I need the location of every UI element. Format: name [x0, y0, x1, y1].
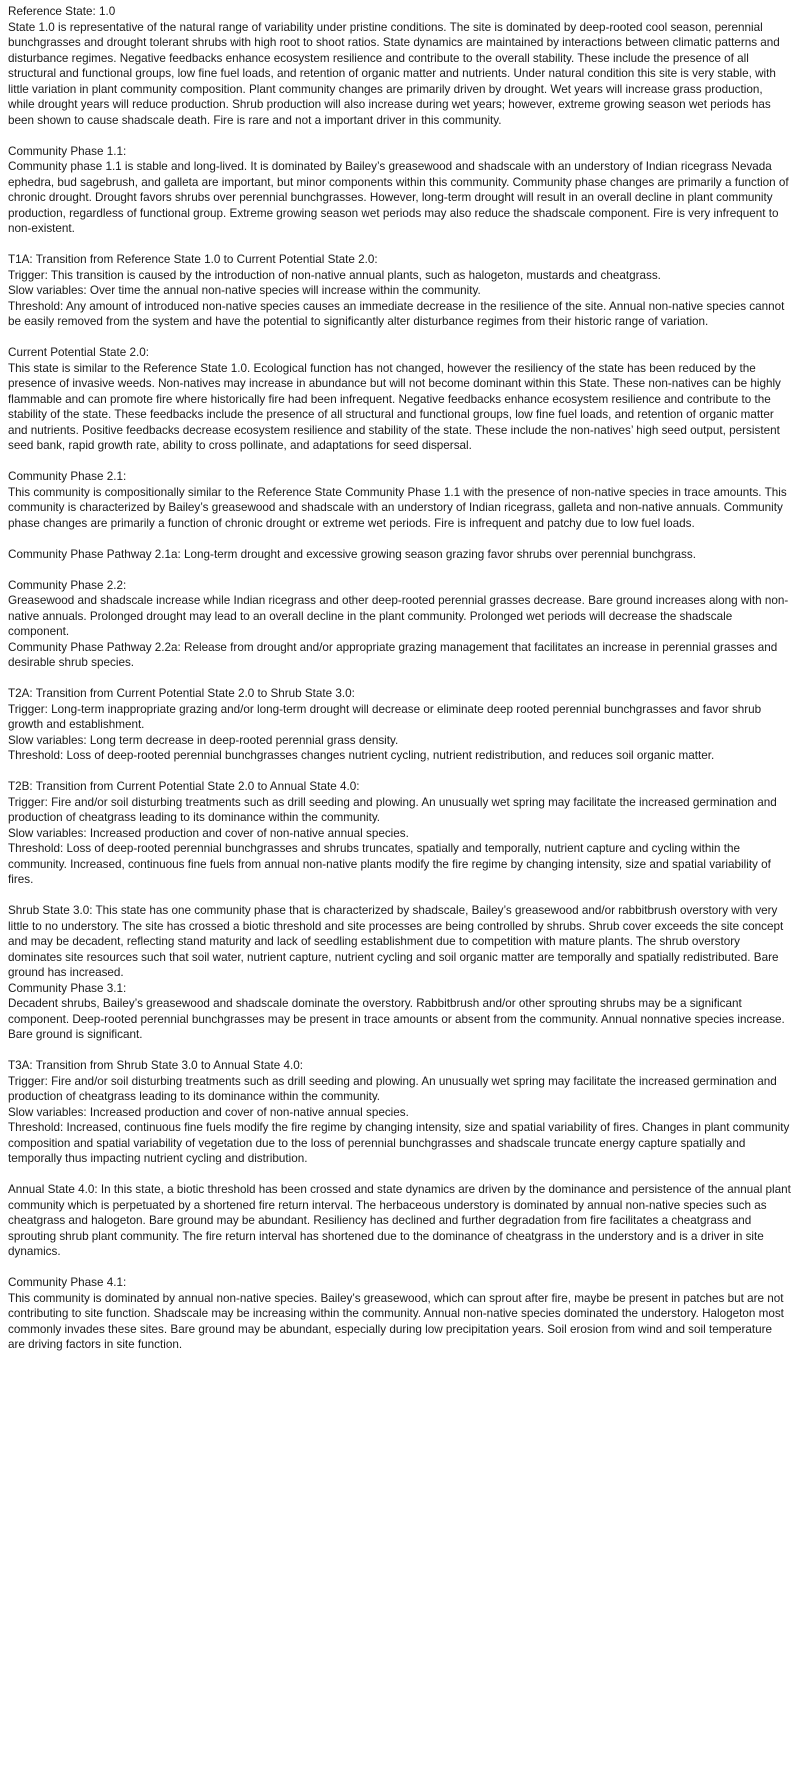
section-paragraph: This community is compositionally similar to the Reference State Community Phase 1.1 with the presence of non-native species in trace amounts. This community is characterized by Bailey’s greasewood and shadscale with an understory of Indian ricegrass, galleta and non-native annuals. Community phase changes are primarily a function of chronic drought or extreme wet periods. Fire is infrequent and patchy due to low fuel loads.: [8, 485, 787, 530]
text-section: [8, 4, 792, 128]
section-paragraph: Threshold: Loss of deep-rooted perennial bunchgrasses changes nutrient cycling, nutrient redistribution, and reduces soil organic matter.: [8, 749, 715, 762]
section-paragraph: Trigger: Fire and/or soil disturbing treatments such as drill seeding and plowing. An unusually wet spring may facilitate the increased germination and production of cheatgrass leading to its dominance within the community.: [8, 1074, 777, 1103]
section-paragraph: Decadent shrubs, Bailey’s greasewood and shadscale dominate the overstory. Rabbitbrush and/or other sprouting shrubs may be a significant component. Deep-rooted perennial bunchgrasses may be present in trace amounts or absent from the community. Annual nonnative species increase. Bare ground is significant.: [8, 997, 785, 1041]
section-paragraph: Trigger: This transition is caused by the introduction of non-native annual plants, such as halogeton, mustards and cheatgrass.: [8, 268, 661, 282]
section-paragraph: Slow variables: Increased production and cover of non-native annual species.: [8, 1105, 409, 1119]
text-section: [8, 345, 792, 454]
text-section: [8, 144, 792, 237]
section-paragraph: Slow variables: Long term decrease in deep-rooted perennial grass density.: [8, 733, 399, 747]
section-paragraph: Community phase 1.1 is stable and long-lived. It is dominated by Bailey’s greasewood and shadscale with an understory of Indian ricegrass Nevada ephedra, bud sagebrush, and galleta are important, but minor components within this community. Community phase changes are primarily a function of chronic drought. Drought favors shrubs over perennial bunchgrasses. However, long-term drought will result in an overall decline in plant community production, regardless of functional group. Extreme growing season wet periods may also reduce the shadscale component. Fire is very infrequent to non-existent.: [8, 160, 789, 235]
section-paragraph: Slow variables: Over time the annual non-native species will increase within the community.: [8, 284, 481, 297]
section-paragraph: Community Phase 2.2:: [8, 578, 127, 592]
section-paragraph: Community Phase Pathway 2.1a: Long-term drought and excessive growing season grazing favor shrubs over perennial bunchgrass.: [8, 547, 696, 561]
text-section: [8, 1058, 792, 1167]
section-paragraph: Greasewood and shadscale increase while Indian ricegrass and other deep-rooted perennial grasses decrease. Bare ground increases along with non-native annuals. Prolonged drought may lead to an overall decline in the plant community. Prolonged wet periods will decrease the shadscale component.: [8, 594, 789, 638]
section-paragraph: Community Phase 4.1:: [8, 1276, 127, 1289]
section-paragraph: T2A: Transition from Current Potential State 2.0 to Shrub State 3.0:: [8, 687, 355, 700]
section-paragraph: Threshold: Any amount of introduced non-native species causes an immediate decrease in the resilience of the site. Annual non-native species cannot be easily removed from the system and have the potential to significantly alter disturbance regimes from their historic range of variation.: [8, 299, 785, 328]
text-section: [8, 252, 792, 330]
section-paragraph: Threshold: Increased, continuous fine fuels modify the fire regime by changing intensity, size and spatial variability of fires. Changes in plant community composition and spatial variability of vegetation due to the loss of perennial bunchgrasses and shadscale truncate energy capture spatially and temporally thus impacting nutrient cycling and distribution.: [8, 1121, 790, 1165]
text-section: [8, 1275, 792, 1353]
section-paragraph: Annual State 4.0: In this state, a biotic threshold has been crossed and state dynamics are driven by the dominance and persistence of the annual plant community which is perpetuated by a shortened fire return interval. The herbaceous understory is dominated by annual non-native species such as cheatgrass and halogeton. Bare ground may be abundant. Resiliency has declined and further degradation from fire facilitates a cheatgrass and sprouting shrub plant community. The fire return interval has shortened due to the dominance of cheatgrass in the understory and is a driver in site dynamics.: [8, 1183, 791, 1258]
section-paragraph: T3A: Transition from Shrub State 3.0 to Annual State 4.0:: [8, 1059, 303, 1072]
text-section: [8, 469, 792, 531]
text-section: [8, 1182, 792, 1260]
section-paragraph: Community Phase 1.1:: [8, 144, 127, 158]
section-paragraph: Slow variables: Increased production and cover of non-native annual species.: [8, 826, 409, 840]
section-paragraph: Shrub State 3.0: This state has one community phase that is characterized by shadscale, Bailey’s greasewood and/or rabbitbrush overstory with very little to no understory. The site has crossed a biotic threshold and site processes are being controlled by shrubs. Shrub cover exceeds the site concept and may be decadent, reflecting stand maturity and lack of seedling establishment due to competition with mature plants. The shrub overstory dominates site resources such that soil water, nutrient capture, nutrient cycling and soil organic matter are temporally and spatially redistributed. Bare ground has increased.: [8, 904, 784, 979]
section-paragraph: State 1.0 is representative of the natural range of variability under pristine conditions. The site is dominated by deep-rooted cool season, perennial bunchgrasses and drought tolerant shrubs with high root to shoot ratios. State dynamics are maintained by interactions between climatic patterns and disturbance regimes. Negative feedbacks enhance ecosystem resilience and contribute to the overall stability. These include the presence of all structural and functional groups, low fine fuel loads, and retention of organic matter and nutrients. Under natural condition this site is very stable, with little variation in plant community composition. Plant community changes are primarily driven by drought. Wet years will increase grass production, while drought years will reduce production. Shrub production will also increase during wet years; however, extreme growing season wet periods has been shown to cause shadscale death. Fire is rare and not a important driver in this community.: [8, 20, 780, 127]
section-paragraph: Community Phase Pathway 2.2a: Release from drought and/or appropriate grazing management that facilitates an increase in perennial grasses and desirable shrub species.: [8, 640, 778, 669]
section-paragraph: Reference State: 1.0: [8, 5, 116, 18]
text-section: [8, 903, 792, 1043]
section-paragraph: This community is dominated by annual non-native species. Bailey’s greasewood, which can sprout after fire, maybe be present in patches but are not contributing to site function. Shadscale may be increasing within the community. Annual non-native species dominated the understory. Halogeton most commonly invades these sites. Bare ground may be abundant, especially during low precipitation years. Soil erosion from wind and soil temperature are driving factors in site function.: [8, 1291, 784, 1351]
section-paragraph: Threshold: Loss of deep-rooted perennial bunchgrasses and shrubs truncates, spatially and temporally, nutrient capture and cycling within the community. Increased, continuous fine fuels from annual non-native plants modify the fire regime by changing intensity, size and spatial variability of fires.: [8, 842, 771, 886]
section-paragraph: Trigger: Long-term inappropriate grazing and/or long-term drought will decrease or eliminate deep rooted perennial bunchgrasses and favor shrub growth and establishment.: [8, 702, 762, 731]
text-section: [8, 578, 792, 671]
text-section: [8, 686, 792, 764]
text-section: [8, 779, 792, 888]
section-paragraph: Current Potential State 2.0:: [8, 346, 149, 359]
section-paragraph: T2B: Transition from Current Potential State 2.0 to Annual State 4.0:: [8, 780, 360, 793]
section-paragraph: Community Phase 3.1:: [8, 981, 127, 995]
section-paragraph: Trigger: Fire and/or soil disturbing treatments such as drill seeding and plowing. An unusually wet spring may facilitate the increased germination and production of cheatgrass leading to its dominance within the community.: [8, 795, 777, 824]
section-paragraph: Community Phase 2.1:: [8, 470, 127, 483]
text-section: [8, 547, 792, 563]
section-paragraph: This state is similar to the Reference State 1.0. Ecological function has not changed, however the resiliency of the state has been reduced by the presence of invasive weeds. Non-natives may increase in abundance but will not become dominant within this State. These non-natives can be highly flammable and can promote fire where historically fire had been infrequent. Negative feedbacks enhance ecosystem resilience and contribute to the stability of the state. These feedbacks include the presence of all structural and functional groups, low fine fuel loads, and retention of organic matter and nutrients. Positive feedbacks decrease ecosystem resilience and stability of the state. These include the non-natives’ high seed output, persistent seed bank, rapid growth rate, ability to cross pollinate, and adaptations for seed dispersal.: [8, 361, 781, 452]
section-paragraph: T1A: Transition from Reference State 1.0 to Current Potential State 2.0:: [8, 253, 378, 266]
